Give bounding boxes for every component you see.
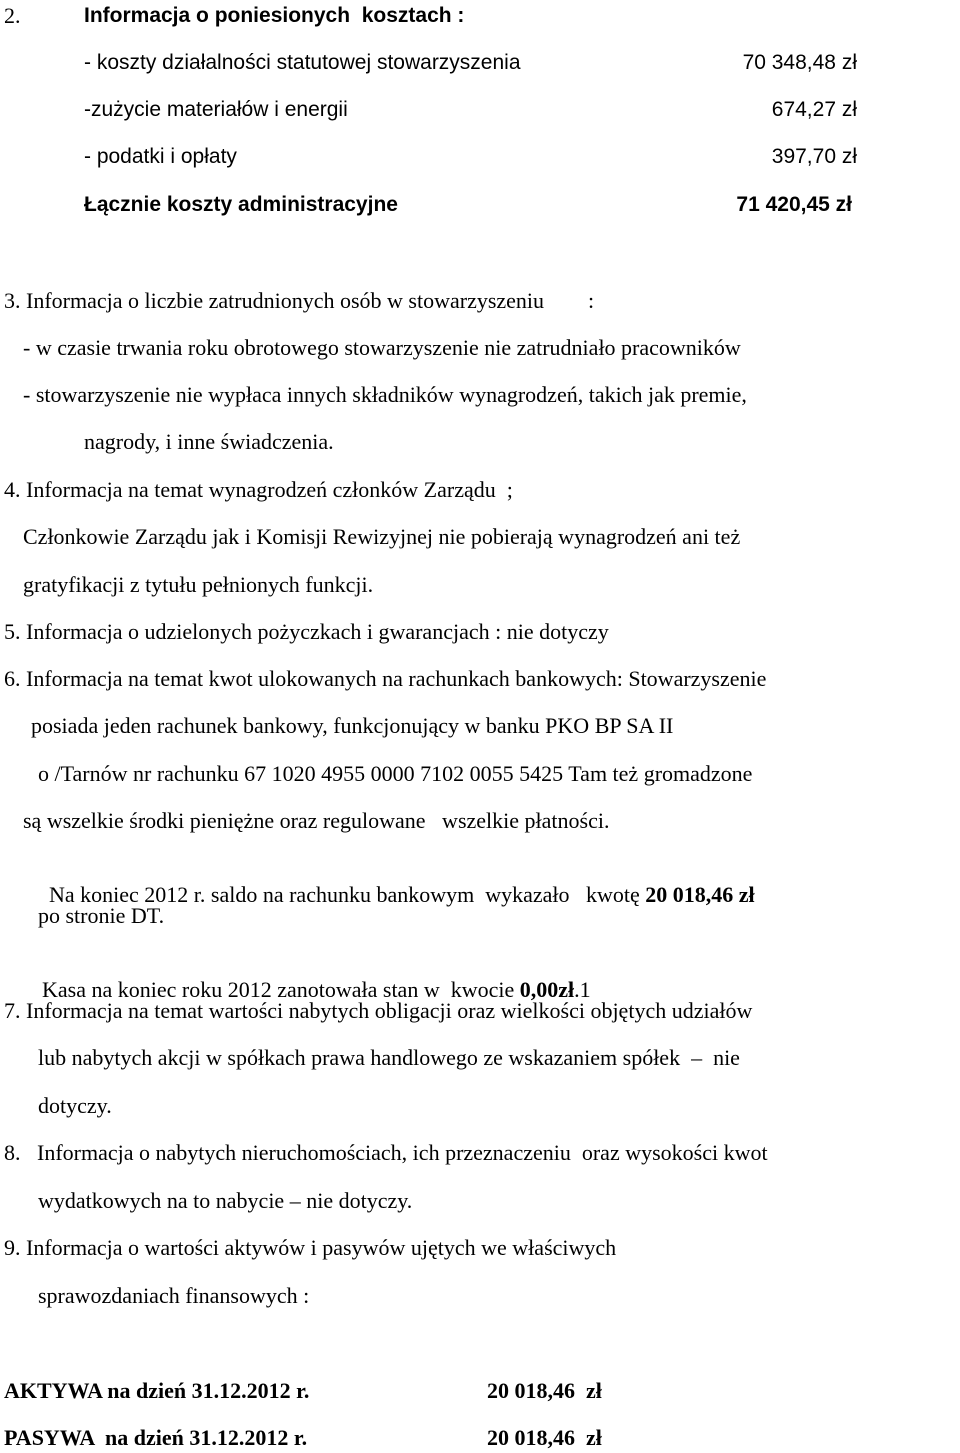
- cost-row-label: -zużycie materiałów i energii: [84, 98, 348, 121]
- cash-balance-line: [31, 951, 591, 1003]
- section-6-line: posiada jeden rachunek bankowy, funkcjonujący w banku PKO BP SA II: [31, 713, 674, 738]
- section-6-line: są wszelkie środki pieniężne oraz regulowane wszelkie płatności.: [23, 808, 610, 833]
- cost-row-label: - koszty działalności statutowej stowarzyszenia: [84, 51, 521, 74]
- cash-balance-text: Kasa na koniec roku 2012 zanotowała stan w kwocie: [42, 977, 520, 1002]
- liabilities-label: PASYWA na dzień 31.12.2012 r.: [4, 1425, 308, 1450]
- section-6-line: o /Tarnów nr rachunku 67 1020 4955 0000 7102 0055 5425 Tam też gromadzone: [38, 761, 753, 786]
- cost-row-label: - podatki i opłaty: [84, 145, 237, 168]
- section-8-title: 8. Informacja o nabytych nieruchomościach, ich przeznaczeniu oraz wysokości kwot: [4, 1140, 768, 1165]
- section-4-line: Członkowie Zarządu jak i Komisji Rewizyjnej nie pobierają wynagrodzeń ani też: [23, 524, 741, 549]
- cost-row-amount: 397,70 zł: [771, 145, 857, 168]
- cost-total-label: Łącznie koszty administracyjne: [84, 193, 398, 216]
- section-9-title: 9. Informacja o wartości aktywów i pasywów ujętych we właściwych: [4, 1235, 617, 1260]
- liabilities-amount: 20 018,46 zł: [487, 1425, 602, 1450]
- section-3-line: - stowarzyszenie nie wypłaca innych składników wynagrodzeń, takich jak premie,: [23, 382, 747, 407]
- cost-row-amount: 674,27 zł: [771, 98, 857, 121]
- cash-balance-amount: 0,00zł: [519, 977, 575, 1002]
- section-2-title: Informacja o poniesionych kosztach :: [84, 4, 465, 27]
- section-7-line: dotyczy.: [38, 1093, 112, 1118]
- section-7-line: lub nabytych akcji w spółkach prawa handlowego ze wskazaniem spółek – nie: [38, 1045, 740, 1070]
- section-4-title: 4. Informacja na temat wynagrodzeń członków Zarządu ;: [4, 477, 513, 502]
- section-9-line: sprawozdaniach finansowych :: [38, 1283, 310, 1308]
- bank-balance-line: [38, 856, 755, 908]
- bank-balance-amount: 20 018,46 zł: [645, 882, 755, 907]
- section-3-title: 3. Informacja o liczbie zatrudnionych osób w stowarzyszeniu :: [4, 288, 595, 313]
- section-6-line: po stronie DT.: [38, 903, 165, 928]
- section-6-title: 6. Informacja na temat kwot ulokowanych na rachunkach bankowych: Stowarzyszenie: [4, 666, 767, 691]
- assets-label: AKTYWA na dzień 31.12.2012 r.: [4, 1378, 310, 1403]
- section-3-line: nagrody, i inne świadczenia.: [84, 429, 334, 454]
- section-4-line: gratyfikacji z tytułu pełnionych funkcji.: [23, 572, 374, 597]
- section-2-number: 2.: [4, 3, 21, 28]
- section-5-title: 5. Informacja o udzielonych pożyczkach i gwarancjach : nie dotyczy: [4, 619, 609, 644]
- bank-balance-text: Na koniec 2012 r. saldo na rachunku bankowym wykazało kwotę: [49, 882, 646, 907]
- assets-amount: 20 018,46 zł: [487, 1378, 602, 1403]
- cost-total-amount: 71 420,45 zł: [736, 193, 852, 216]
- section-8-line: wydatkowych na to nabycie – nie dotyczy.: [38, 1188, 413, 1213]
- cash-balance-tail: .1: [574, 977, 591, 1002]
- cost-row-amount: 70 348,48 zł: [742, 51, 857, 74]
- section-7-title: 7. Informacja na temat wartości nabytych obligacji oraz wielkości objętych udziałów: [4, 998, 753, 1023]
- section-3-line: - w czasie trwania roku obrotowego stowarzyszenie nie zatrudniało pracowników: [23, 335, 741, 360]
